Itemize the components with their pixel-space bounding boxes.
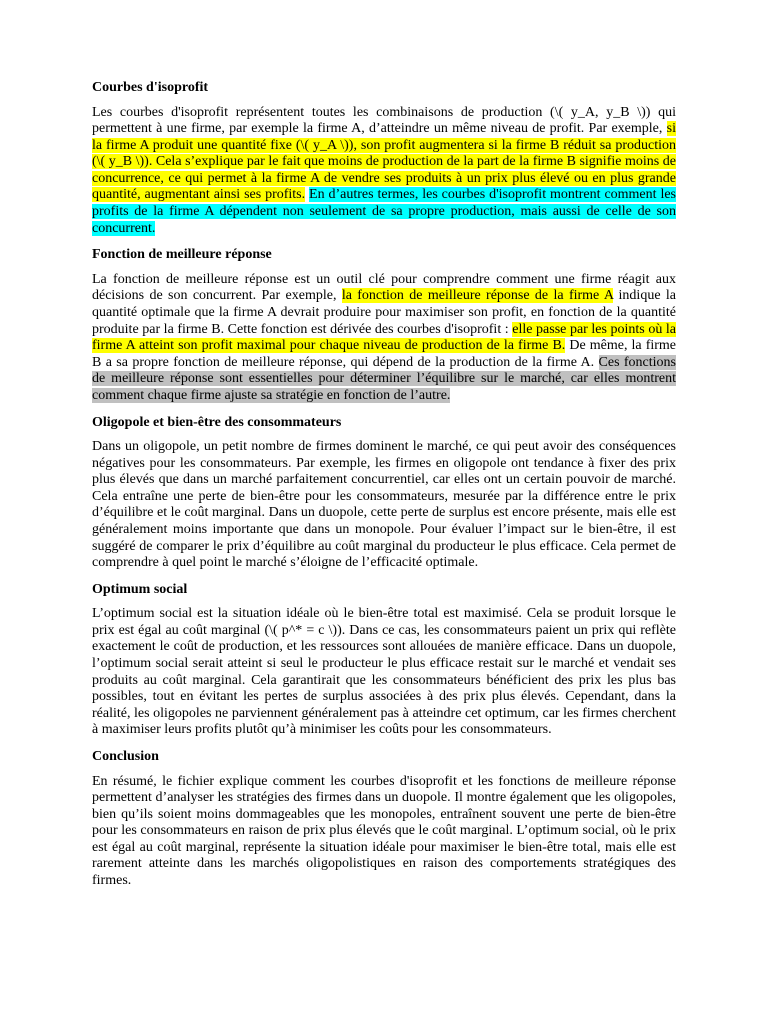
section-heading-conclusion: Conclusion (92, 749, 159, 764)
text-run: La fonction de meilleure réponse est un outil clé pour comprendre comment une firme réagit aux décisions de son concurrent. Par exemple, (92, 271, 676, 304)
text-run: Dans un oligopole, un petit nombre de firmes dominent le marché, ce qui peut avoir des conséquences négatives pour les consommateurs. Par exemple, les firmes en oligopole ont tendance à fixer des prix plus élevés que dans un marché parfaitement concurrentiel, car elles ont un certain pouvoir de marché. Cela entraîne une perte de bien-être pour les consommateurs, mesurée par la différence entre le prix d’équilibre et le coût marginal. Dans un duopole, cette perte de surplus est encore présente, mais elle est généralement moins importante que dans un monopole. Pour évaluer l’impact sur le bien-être, il est suggéré de comparer le prix d’équilibre au coût marginal du producteur le plus efficace. Cela permet de comprendre à quel point le marché s’éloigne de l’efficacité optimale. (92, 439, 676, 571)
highlighted-text-cyan: En d’autres termes, les courbes d'isoprofit montrent comment les profits de la firme A dépendent non seulement de sa propre production, mais aussi de celle de son concurrent. (92, 187, 676, 236)
text-run: De même, la firme B a sa propre fonction de meilleure réponse, qui dépend de la production de la firme A. (92, 338, 677, 370)
text-run: Les courbes d'isoprofit représentent toutes les combinaisons de production (\( y_A, y_B \)) qui permettent à une firme, par exemple la firme A, d’atteindre un même niveau de profit. Par exemple, (92, 104, 676, 137)
section-heading-isoprofit: Courbes d'isoprofit (92, 80, 209, 95)
section-heading-oligopoly: Oligopole et bien-être des consommateurs (92, 414, 342, 430)
highlighted-text-gray: Ces fonctions de meilleure réponse sont essentielles pour déterminer l’équilibre sur le marché, car elles montrent comment chaque firme ajuste sa stratégie en fonction de l’autre. (92, 354, 676, 403)
text-run: L’optimum social est la situation idéale où le bien-être total est maximisé. Cela se produit lorsque le prix est égal au coût marginal (\( p^* = c \)). Dans ce cas, les consommateurs paient un prix qui reflète exactement le coût de production, et les ressources sont allouées de manière efficace. Dans un duopole, l’optimum social serait atteint si seul le producteur le plus efficace restait sur le marché et vendait ses produits au coût marginal. Cela garantirait que les consommateurs bénéficient des prix les plus bas possibles, tout en évitant les pertes de surplus associées à des prix plus élevés. Cependant, dans la réalité, les oligopoles ne parviennent généralement pas à atteindre cet optimum, car les firmes cherchent à maximiser leurs profits plutôt qu’à minimiser les coûts pour les consommateurs. (92, 606, 676, 738)
text-run: En résumé, le fichier explique comment les courbes d'isoprofit et les fonctions de meilleure réponse permettent d’analyser les stratégies des firmes dans un duopole. Il montre également que les oligopoles, bien qu’ils soient moins dommageables que les monopoles, entraînent souvent une perte de bien-être pour les consommateurs en raison de prix plus élevés que le coût marginal. L’optimum social, où le prix est égal au coût marginal, représente la situation idéale pour maximiser le bien-être total, mais elle est rarement atteinte dans les marchés oligopolistiques en raison des comportements stratégiques des firmes. (92, 773, 676, 889)
highlighted-text-yellow: la fonction de meilleure réponse de la firme A (341, 288, 614, 304)
highlighted-text-yellow: elle passe par les points où la firme A atteint son profit maximal pour chaque niveau de production de la firme B. (92, 321, 676, 354)
section-body-social-optimum (92, 606, 676, 739)
section-body-conclusion (92, 774, 676, 890)
section-body-isoprofit (92, 105, 676, 238)
highlighted-text-yellow: si la firme A produit une quantité fixe (\( y_A \)), son profit augmentera si la firme B réduit sa production (\( y_B \)). Cela s’explique par le fait que moins de production de la part de la firme B signifie moins de concurrence, ce qui permet à la firme A de vendre ses produits à un prix plus élevé ou en plus grande quantité, augmentant ainsi ses profits. (92, 121, 676, 203)
section-heading-social-optimum: Optimum social (92, 581, 188, 597)
text-run: indique la quantité optimale que la firme A devrait produire pour maximiser son profit, en fonction de la quantité produite par la firme B. Cette fonction est dérivée des courbes d'isoprofit : (92, 288, 676, 337)
section-body-best-response (92, 272, 676, 405)
section-heading-best-response: Fonction de meilleure réponse (92, 247, 272, 263)
document-page (92, 80, 676, 900)
section-body-oligopoly (92, 439, 676, 572)
